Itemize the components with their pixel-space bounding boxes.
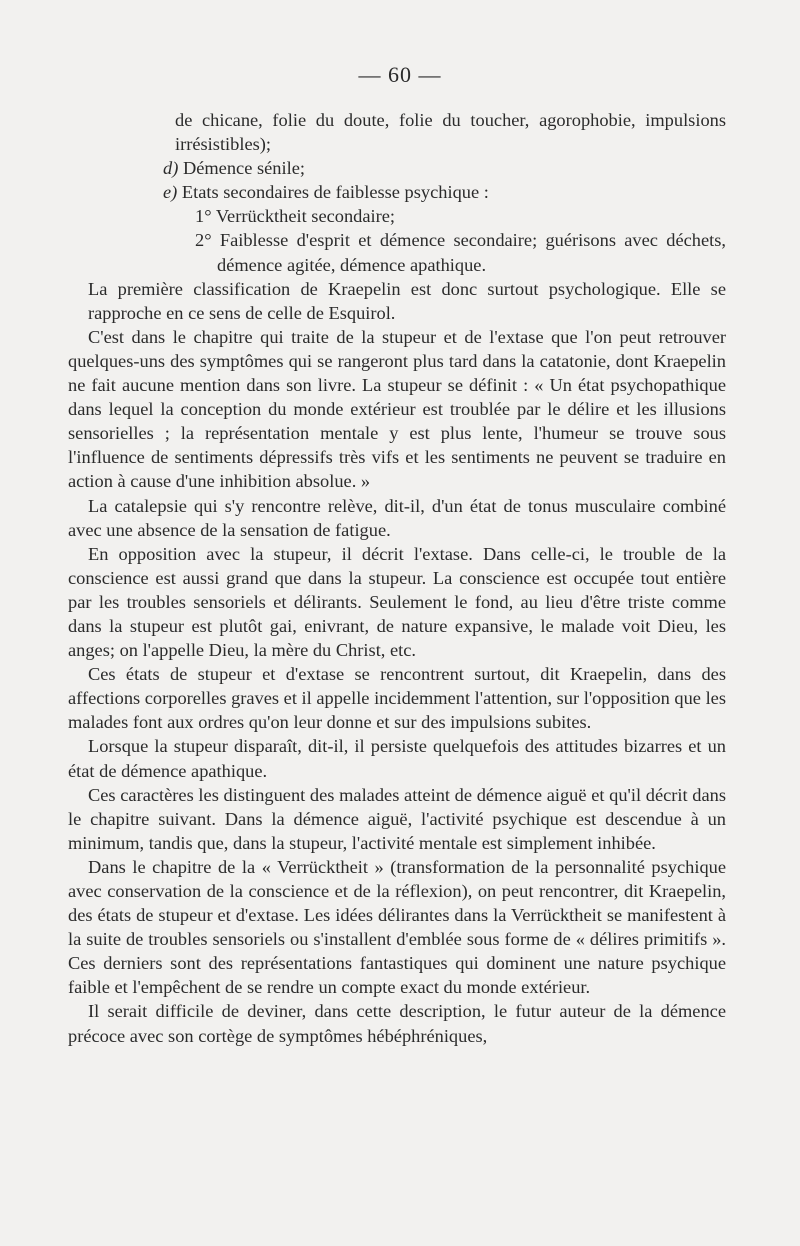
list-marker: d)	[163, 158, 179, 179]
sub-item-text: 2° Faiblesse d'esprit et démence secondaire; guérisons avec déchets, démence agitée, démence apathique.	[195, 230, 726, 275]
list-marker: e)	[163, 182, 178, 203]
paragraph	[68, 662, 726, 734]
paragraph-text: Ces caractères les distinguent des malades atteint de démence aiguë et qu'il décrit dans le chapitre suivant. Dans la démence aiguë, l'activité psychique est descendue à un minimum, tandis que, dans la stupeur, l'activité mentale est simplement inhibée.	[68, 784, 726, 853]
sub-item-text: 1° Verrücktheit secondaire;	[195, 206, 396, 227]
page-number: — 60 —	[358, 62, 442, 87]
paragraph-text: En opposition avec la stupeur, il décrit l'extase. Dans celle-ci, le trouble de la conscience est aussi grand que dans la stupeur. La conscience est occupée tout entière par les troubles sensoriels et délirants. Seulement le fond, au lieu d'être triste comme dans la stupeur est plutôt gai, enivrant, de nature expansive, le malade voit Dieu, les anges; on l'appelle Dieu, la mère du Christ, etc.	[68, 543, 726, 661]
body-text	[68, 108, 726, 1048]
paragraph-text: de chicane, folie du doute, folie du toucher, agorophobie, impulsions irrésistibles);	[175, 110, 726, 155]
list-item-e	[88, 180, 726, 204]
paragraph-text: Dans le chapitre de la « Verrücktheit » (transformation de la personnalité psychique avec conservation de la conscience et de la réflexion), on peut rencontrer, dit Kraepelin, des états de stupeur et d'extase. Les idées délirantes dans la Verrücktheit se manifestent à la suite de troubles sensoriels ou s'installent d'emblée sous forme de « délires primitifs ». Ces derniers sont des représentations fantastiques qui dominent une nature psychique faible et l'empêchent de se rendre un compte exact du monde extérieur.	[68, 856, 726, 998]
paragraph	[68, 325, 726, 494]
paragraph-continuation	[88, 108, 726, 156]
paragraph-text: C'est dans le chapitre qui traite de la stupeur et de l'extase que l'on peut retrouver quelques-uns des symptômes qui se rangeront plus tard dans la catatonie, dont Kraepelin ne fait aucune mention dans son livre. La stupeur se définit : « Un état psychopathique dans lequel la conception du monde extérieur est troublée par le délire et les illusions sensorielles ; la représentation mentale y est plus lente, l'humeur se trouve sous l'influence de sentiments dépressifs très vifs et les sentiments ne peuvent se traduire en action à cause d'une inhibition absolue. »	[68, 326, 726, 492]
paragraph-text: Ces états de stupeur et d'extase se rencontrent surtout, dit Kraepelin, dans des affections corporelles graves et il appelle incidemment l'attention, sur l'opposition que les malades font aux ordres qu'on leur donne et sur des impulsions subites.	[68, 664, 726, 733]
paragraph	[88, 277, 726, 325]
paragraph	[68, 542, 726, 662]
paragraph-text: Lorsque la stupeur disparaît, dit-il, il persiste quelquefois des attitudes bizarres et un état de démence apathique.	[68, 736, 726, 781]
paragraph	[68, 734, 726, 782]
sub-item-1	[88, 204, 726, 228]
paragraph	[68, 855, 726, 1000]
paragraph-text: La catalepsie qui s'y rencontre relève, dit-il, d'un état de tonus musculaire combiné avec une absence de la sensation de fatigue.	[68, 495, 726, 540]
paragraph-text: Il serait difficile de deviner, dans cette description, le futur auteur de la démence précoce avec son cortège de symptômes hébéphréniques,	[68, 1001, 726, 1046]
paragraph	[68, 999, 726, 1047]
list-item-text: Démence sénile;	[182, 158, 305, 179]
paragraph-text: La première classification de Kraepelin est donc surtout psychologique. Elle se rapproche en ce sens de celle de Esquirol.	[88, 278, 726, 323]
sub-item-2	[88, 228, 726, 276]
paragraph	[68, 494, 726, 542]
list-item-text: Etats secondaires de faiblesse psychique :	[181, 182, 489, 203]
paragraph	[68, 783, 726, 855]
list-item-d	[88, 156, 726, 180]
